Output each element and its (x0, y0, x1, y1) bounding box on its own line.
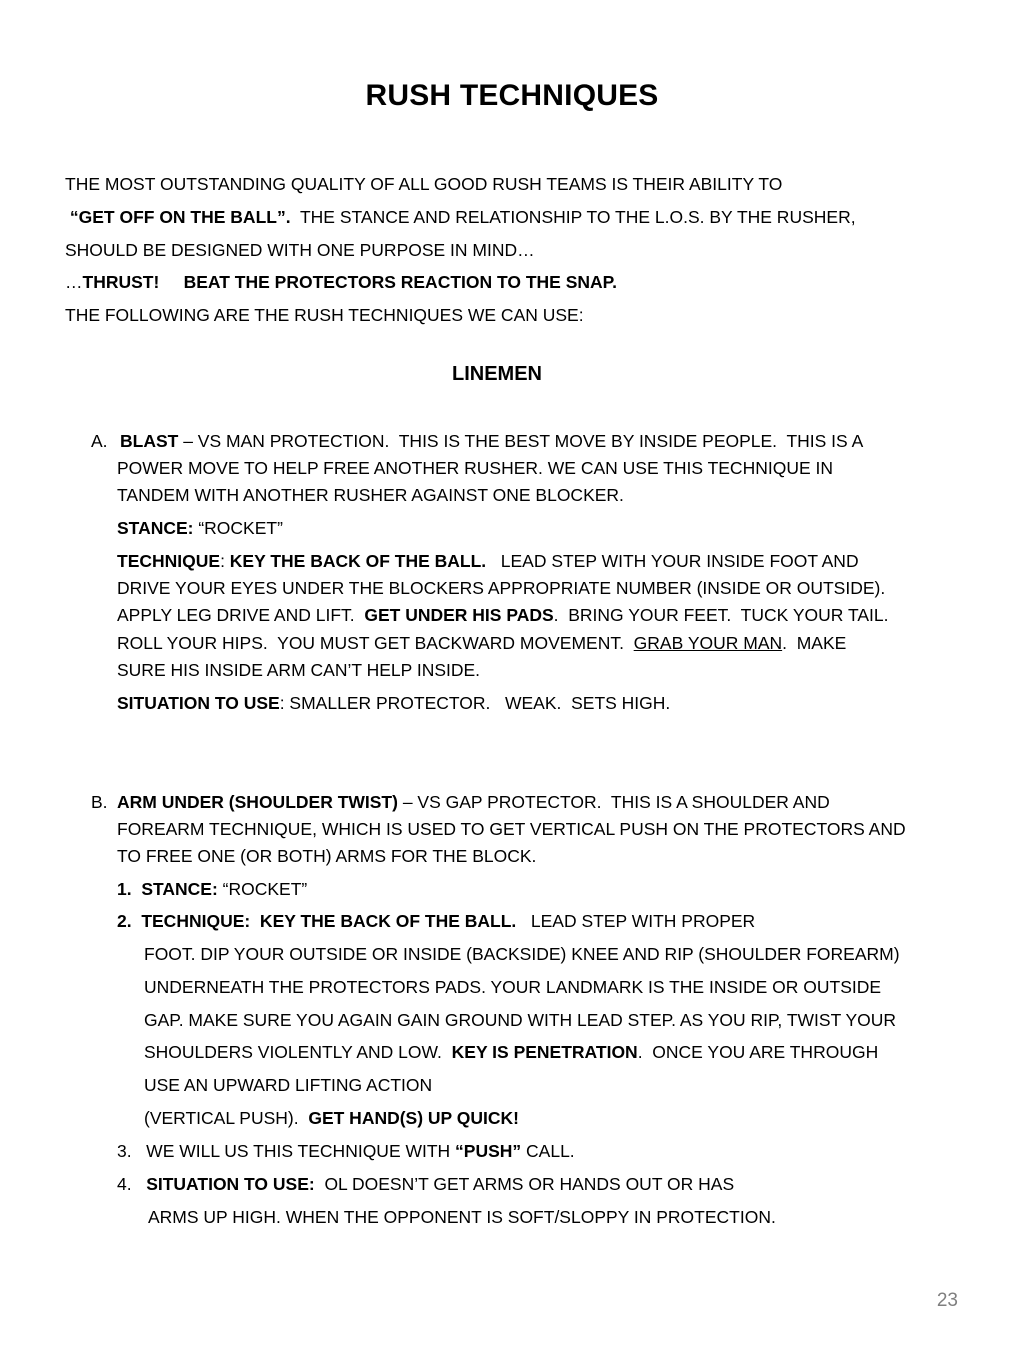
item-a-description: BLAST – VS MAN PROTECTION. THIS IS THE BEST MOVE BY INSIDE PEOPLE. THIS IS A POWER MOVE TO HELP FREE ANOTHER RUSHER. WE CAN USE THIS TECHNIQUE IN TANDEM WITH ANOTHER RUSHER AGAINST ONE BLOCKER. (117, 431, 864, 506)
intro-line: THE FOLLOWING ARE THE RUSH TECHNIQUES WE CAN USE: (65, 305, 584, 326)
section-heading-linemen: LINEMEN (452, 363, 542, 385)
item-b-technique-body: FOOT. DIP YOUR OUTSIDE OR INSIDE (BACKSIDE) KNEE AND RIP (SHOULDER FOREARM) UNDERNEATH THE PROTECTORS PADS. YOUR LANDMARK IS THE INSIDE OR OUTSIDE GAP. MAKE SURE YOU AGAIN GAIN GROUND WITH LEAD STEP. AS YOU RIP, TWIST YOUR SHOULDERS VIOLENTLY AND LOW. KEY IS PENETRATION. ONCE YOU ARE THROUGH USE AN UPWARD LIFTING ACTION (VERTICAL PUSH). GET HAND(S) UP QUICK! (144, 944, 900, 1128)
intro-line: THE MOST OUTSTANDING QUALITY OF ALL GOOD RUSH TEAMS IS THEIR ABILITY TO (65, 174, 783, 194)
item-b-marker: B. (91, 792, 108, 812)
item-b-technique-heading: 2. TECHNIQUE: KEY THE BACK OF THE BALL. LEAD STEP WITH PROPER (117, 911, 756, 931)
item-a-name: BLAST (120, 431, 179, 451)
item-b-situation: 4. SITUATION TO USE: OL DOESN’T GET ARMS OR HANDS OUT OR HAS ARMS UP HIGH. WHEN THE OPPONENT IS SOFT/SLOPPY IN PROTECTION. (117, 1174, 776, 1227)
page-title: RUSH TECHNIQUES (365, 79, 659, 112)
intro-line: …THRUST! BEAT THE PROTECTORS REACTION TO THE SNAP. (65, 272, 617, 293)
item-b-description: ARM UNDER (SHOULDER TWIST) – VS GAP PROTECTOR. THIS IS A SHOULDER AND FOREARM TECHNIQUE, WHICH IS USED TO GET VERTICAL PUSH ON THE PROTECTORS AND TO FREE ONE (OR BOTH) ARMS FOR THE BLOCK. (117, 792, 906, 867)
item-a-stance: STANCE: “ROCKET” (117, 518, 283, 538)
item-a-marker: A. (91, 431, 108, 451)
get-off-on-ball-emphasis: “GET OFF ON THE BALL”. (69, 206, 291, 227)
item-b-push-call: 3. WE WILL US THIS TECHNIQUE WITH “PUSH” CALL. (117, 1141, 575, 1161)
thrust-emphasis: THRUST! BEAT THE PROTECTORS REACTION TO THE SNAP. (82, 272, 617, 293)
intro-line: “GET OFF ON THE BALL”. THE STANCE AND RELATIONSHIP TO THE L.O.S. BY THE RUSHER, (69, 206, 856, 227)
grab-your-man-underline: GRAB YOUR MAN (633, 632, 783, 653)
page-number: 23 (936, 1290, 958, 1311)
item-b-name: ARM UNDER (SHOULDER TWIST) (117, 792, 398, 812)
item-a-situation: SITUATION TO USE: SMALLER PROTECTOR. WEAK. SETS HIGH. (117, 693, 671, 713)
intro-paragraph (65, 168, 985, 332)
intro-line: SHOULD BE DESIGNED WITH ONE PURPOSE IN MIND… (65, 239, 535, 260)
item-a-technique: TECHNIQUE: KEY THE BACK OF THE BALL. LEAD STEP WITH YOUR INSIDE FOOT AND DRIVE YOUR EYES UNDER THE BLOCKERS APPROPRIATE NUMBER (INSIDE OR OUTSIDE). APPLY LEG DRIVE AND LIFT. GET UNDER HIS PADS. BRING YOUR FEET. TUCK YOUR TAIL. ROLL YOUR HIPS. YOU MUST GET BACKWARD MOVEMENT. GRAB YOUR MAN. MAKE SURE HIS INSIDE ARM CAN’T HELP INSIDE. (117, 551, 889, 680)
item-b-stance: 1. STANCE: “ROCKET” (117, 879, 308, 899)
